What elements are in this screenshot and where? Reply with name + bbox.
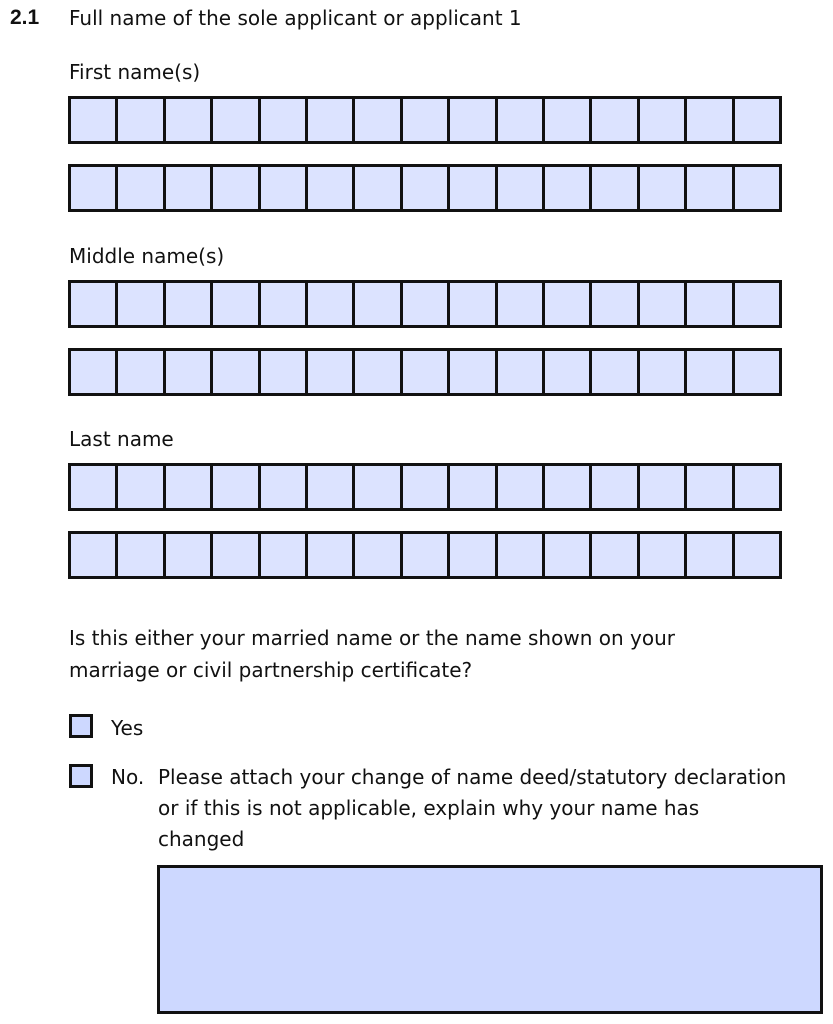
no-label: Please attach your change of name deed/statutory declaration or if this is not applicable, explain why your name has changed	[158, 765, 787, 851]
character-cell[interactable]	[166, 466, 213, 508]
character-cell[interactable]	[640, 99, 687, 141]
character-cell[interactable]	[735, 351, 779, 393]
character-cell[interactable]	[213, 351, 260, 393]
character-cell[interactable]	[640, 167, 687, 209]
character-cell[interactable]	[118, 466, 165, 508]
character-cell[interactable]	[166, 351, 213, 393]
married-name-question: Is this either your married name or the name shown on your marriage or civil partnership certificate?	[69, 626, 675, 682]
character-cell[interactable]	[545, 283, 592, 325]
character-cell[interactable]	[592, 466, 639, 508]
character-cell[interactable]	[687, 167, 734, 209]
character-cell[interactable]	[166, 99, 213, 141]
yes-label: Yes	[111, 716, 144, 740]
character-cell[interactable]	[213, 534, 260, 576]
character-cell[interactable]	[308, 167, 355, 209]
character-cell[interactable]	[545, 99, 592, 141]
character-cell[interactable]	[261, 283, 308, 325]
character-cell[interactable]	[735, 99, 779, 141]
character-cell[interactable]	[355, 283, 402, 325]
character-cell[interactable]	[403, 351, 450, 393]
character-cell[interactable]	[213, 466, 260, 508]
character-cell[interactable]	[450, 534, 497, 576]
character-cell[interactable]	[687, 466, 734, 508]
character-cell[interactable]	[261, 99, 308, 141]
character-cell[interactable]	[640, 534, 687, 576]
character-cell[interactable]	[450, 283, 497, 325]
character-cell[interactable]	[213, 99, 260, 141]
middle-name-row-1[interactable]	[68, 280, 782, 328]
character-cell[interactable]	[308, 351, 355, 393]
character-cell[interactable]	[450, 167, 497, 209]
character-cell[interactable]	[592, 534, 639, 576]
yes-checkbox[interactable]	[69, 714, 93, 738]
character-cell[interactable]	[355, 466, 402, 508]
character-cell[interactable]	[735, 534, 779, 576]
character-cell[interactable]	[498, 351, 545, 393]
character-cell[interactable]	[450, 351, 497, 393]
character-cell[interactable]	[166, 167, 213, 209]
first-name-label: First name(s)	[69, 60, 201, 84]
character-cell[interactable]	[261, 351, 308, 393]
character-cell[interactable]	[592, 283, 639, 325]
character-cell[interactable]	[355, 534, 402, 576]
character-cell[interactable]	[71, 534, 118, 576]
section-number: 2.1	[10, 6, 40, 29]
character-cell[interactable]	[403, 534, 450, 576]
character-cell[interactable]	[498, 283, 545, 325]
name-change-explanation-field[interactable]	[157, 865, 823, 1014]
character-cell[interactable]	[640, 283, 687, 325]
character-cell[interactable]	[687, 283, 734, 325]
character-cell[interactable]	[71, 351, 118, 393]
middle-name-label: Middle name(s)	[69, 244, 225, 268]
character-cell[interactable]	[118, 99, 165, 141]
middle-name-row-2[interactable]	[68, 348, 782, 396]
last-name-row-1[interactable]	[68, 463, 782, 511]
character-cell[interactable]	[355, 167, 402, 209]
section-title: Full name of the sole applicant or applicant 1	[69, 6, 522, 30]
character-cell[interactable]	[687, 534, 734, 576]
character-cell[interactable]	[450, 466, 497, 508]
character-cell[interactable]	[640, 466, 687, 508]
character-cell[interactable]	[592, 99, 639, 141]
last-name-label: Last name	[69, 427, 174, 451]
character-cell[interactable]	[592, 167, 639, 209]
character-cell[interactable]	[118, 167, 165, 209]
character-cell[interactable]	[118, 351, 165, 393]
character-cell[interactable]	[545, 534, 592, 576]
character-cell[interactable]	[71, 466, 118, 508]
character-cell[interactable]	[71, 283, 118, 325]
character-cell[interactable]	[498, 466, 545, 508]
character-cell[interactable]	[735, 466, 779, 508]
character-cell[interactable]	[498, 167, 545, 209]
character-cell[interactable]	[166, 534, 213, 576]
character-cell[interactable]	[71, 99, 118, 141]
character-cell[interactable]	[71, 167, 118, 209]
no-checkbox[interactable]	[69, 764, 93, 788]
character-cell[interactable]	[308, 283, 355, 325]
character-cell[interactable]	[403, 99, 450, 141]
character-cell[interactable]	[261, 466, 308, 508]
character-cell[interactable]	[403, 167, 450, 209]
character-cell[interactable]	[545, 167, 592, 209]
character-cell[interactable]	[213, 167, 260, 209]
character-cell[interactable]	[592, 351, 639, 393]
character-cell[interactable]	[640, 351, 687, 393]
character-cell[interactable]	[308, 99, 355, 141]
character-cell[interactable]	[308, 466, 355, 508]
character-cell[interactable]	[687, 351, 734, 393]
no-prefix: No.	[111, 765, 145, 789]
character-cell[interactable]	[308, 534, 355, 576]
character-cell[interactable]	[735, 283, 779, 325]
character-cell[interactable]	[213, 283, 260, 325]
character-cell[interactable]	[498, 99, 545, 141]
character-cell[interactable]	[118, 283, 165, 325]
character-cell[interactable]	[735, 167, 779, 209]
character-cell[interactable]	[545, 466, 592, 508]
character-cell[interactable]	[545, 351, 592, 393]
character-cell[interactable]	[355, 351, 402, 393]
character-cell[interactable]	[450, 99, 497, 141]
first-name-row-2[interactable]	[68, 164, 782, 212]
character-cell[interactable]	[261, 167, 308, 209]
character-cell[interactable]	[687, 99, 734, 141]
character-cell[interactable]	[166, 283, 213, 325]
first-name-row-1[interactable]	[68, 96, 782, 144]
character-cell[interactable]	[118, 534, 165, 576]
character-cell[interactable]	[403, 283, 450, 325]
character-cell[interactable]	[498, 534, 545, 576]
character-cell[interactable]	[261, 534, 308, 576]
character-cell[interactable]	[355, 99, 402, 141]
last-name-row-2[interactable]	[68, 531, 782, 579]
character-cell[interactable]	[403, 466, 450, 508]
